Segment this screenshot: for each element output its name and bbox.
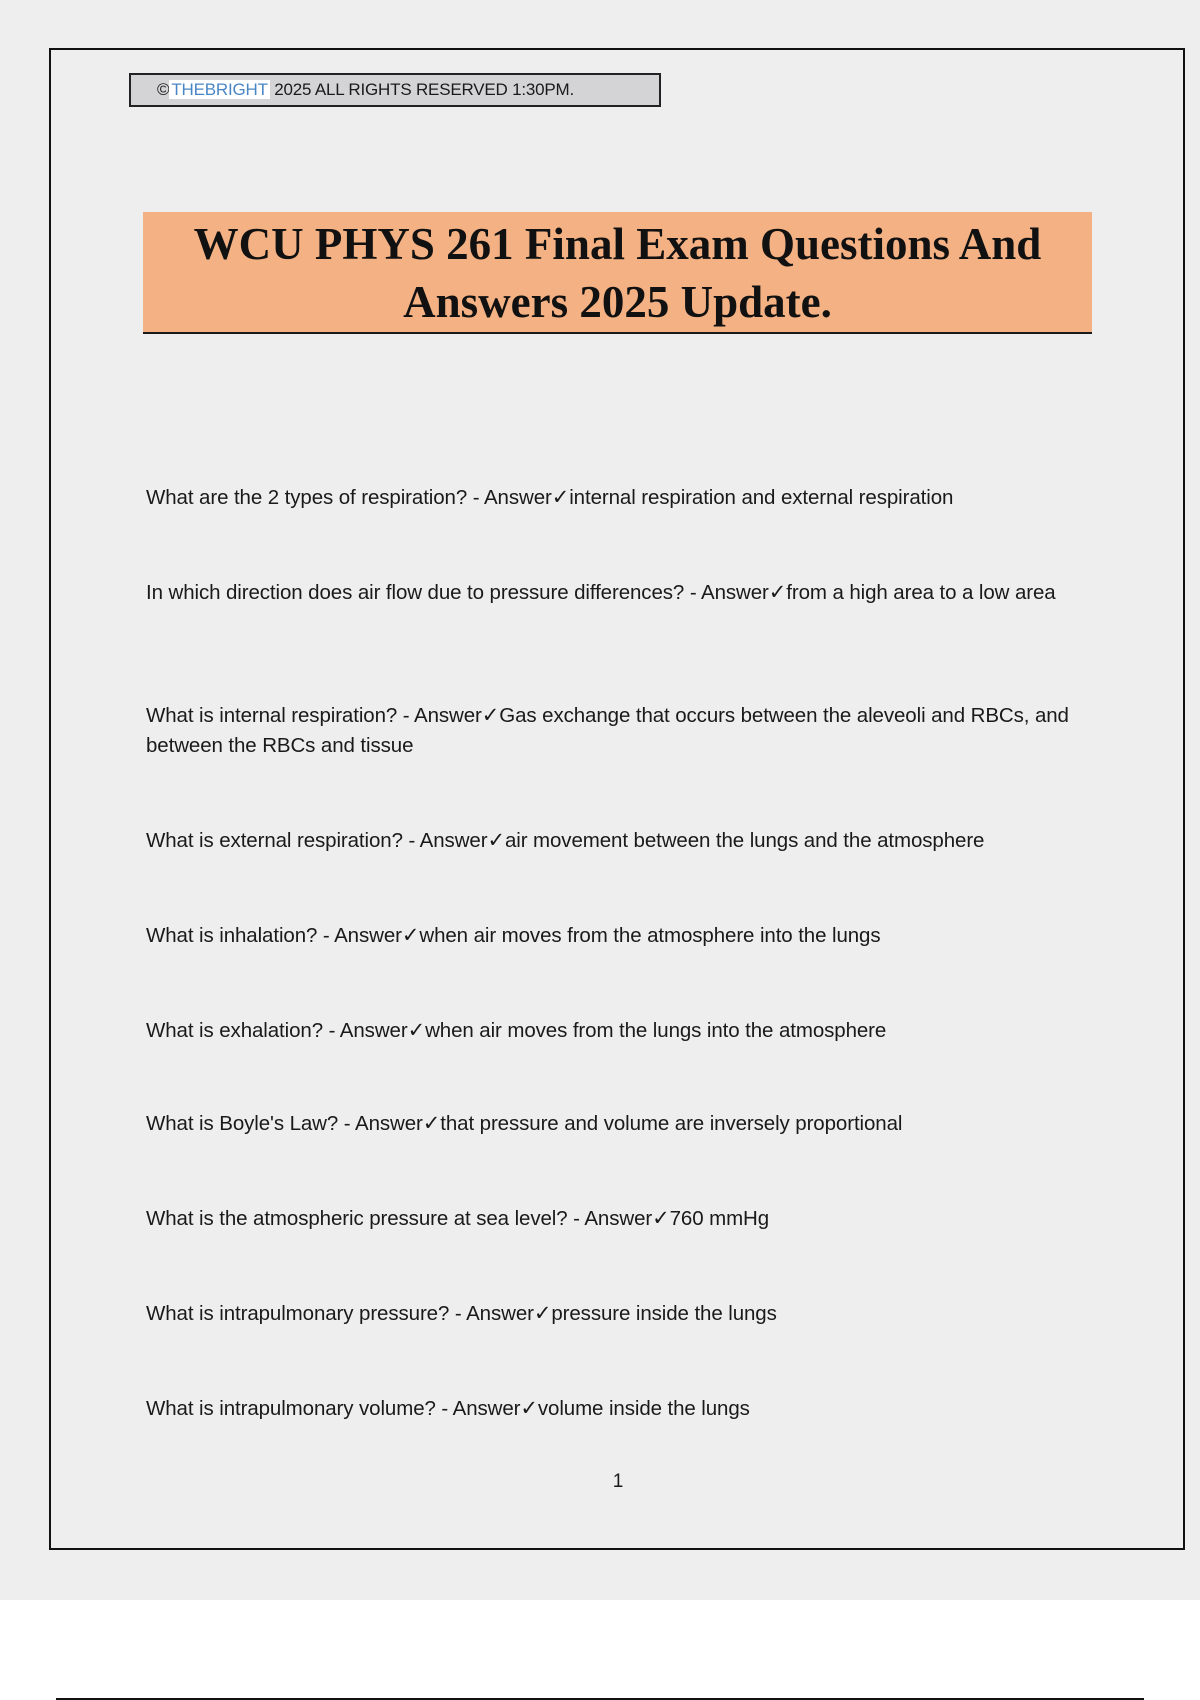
answer-marker: - Answer bbox=[567, 1207, 653, 1230]
qa-item bbox=[146, 577, 1076, 608]
checkmark-icon: ✓ bbox=[551, 485, 570, 509]
qa-item bbox=[146, 1393, 1076, 1424]
answer-marker: - Answer bbox=[449, 1302, 534, 1325]
answer-marker: - Answer bbox=[323, 1019, 408, 1042]
question-text: What is exhalation? bbox=[146, 1019, 324, 1042]
question-text: What is external respiration? bbox=[146, 829, 403, 852]
checkmark-icon: ✓ bbox=[422, 1111, 441, 1135]
question-text: What is intrapulmonary pressure? bbox=[146, 1302, 450, 1325]
answer-text: when air moves from the atmosphere into the lungs bbox=[419, 924, 881, 947]
title-line-1: WCU PHYS 261 Final Exam Questions And bbox=[193, 219, 1042, 269]
checkmark-icon: ✓ bbox=[520, 1396, 538, 1420]
title-line-2: Answers 2025 Update. bbox=[403, 277, 832, 327]
checkmark-icon: ✓ bbox=[481, 703, 500, 727]
question-text: What are the 2 types of respiration? bbox=[146, 486, 468, 509]
answer-marker: - Answer bbox=[402, 829, 488, 852]
checkmark-icon: ✓ bbox=[533, 1301, 552, 1325]
copyright-brand: THEBRIGHT bbox=[171, 80, 268, 99]
copyright-text: 2025 ALL RIGHTS RESERVED 1:30PM. bbox=[269, 80, 575, 99]
answer-text: that pressure and volume are inversely proportional bbox=[440, 1112, 903, 1135]
question-text: What is intrapulmonary volume? bbox=[146, 1397, 436, 1420]
copyright-symbol: © bbox=[157, 80, 170, 99]
qa-item bbox=[146, 920, 1076, 951]
page-number: 1 bbox=[612, 1471, 624, 1492]
copyright-banner bbox=[129, 73, 661, 107]
answer-text: air movement between the lungs and the atmosphere bbox=[504, 829, 985, 852]
checkmark-icon: ✓ bbox=[401, 923, 420, 947]
qa-item bbox=[146, 482, 1076, 513]
answer-marker: - Answer bbox=[397, 704, 482, 727]
checkmark-icon: ✓ bbox=[487, 828, 505, 852]
qa-item bbox=[146, 1298, 1076, 1329]
answer-marker: - Answer bbox=[435, 1397, 521, 1420]
answer-text: volume inside the lungs bbox=[537, 1397, 750, 1420]
checkmark-icon: ✓ bbox=[652, 1206, 670, 1230]
document-title bbox=[143, 212, 1092, 334]
answer-text: 760 mmHg bbox=[669, 1207, 770, 1230]
checkmark-icon: ✓ bbox=[407, 1018, 426, 1042]
answer-marker: - Answer bbox=[338, 1112, 423, 1135]
answer-marker: - Answer bbox=[467, 486, 552, 509]
answer-marker: - Answer bbox=[684, 581, 769, 604]
checkmark-icon: ✓ bbox=[768, 580, 787, 604]
answer-text: internal respiration and external respiration bbox=[569, 486, 954, 509]
qa-item bbox=[146, 825, 1076, 856]
answer-text: when air moves from the lungs into the atmosphere bbox=[425, 1019, 887, 1042]
answer-text: pressure inside the lungs bbox=[551, 1302, 777, 1325]
qa-item bbox=[146, 1108, 1076, 1139]
question-text: What is inhalation? bbox=[146, 924, 318, 947]
question-text: What is internal respiration? bbox=[146, 704, 398, 727]
qa-item bbox=[146, 1203, 1076, 1234]
answer-marker: - Answer bbox=[317, 924, 402, 947]
question-text: In which direction does air flow due to pressure differences? bbox=[146, 581, 685, 604]
qa-item bbox=[146, 700, 1076, 761]
question-text: What is Boyle's Law? bbox=[146, 1112, 339, 1135]
question-text: What is the atmospheric pressure at sea level? bbox=[146, 1207, 568, 1230]
qa-item bbox=[146, 1015, 1076, 1046]
answer-text: Gas exchange that occurs between the aleveoli and RBCs, and between the RBCs and tissue bbox=[146, 704, 1069, 757]
answer-text: from a high area to a low area bbox=[786, 581, 1056, 604]
